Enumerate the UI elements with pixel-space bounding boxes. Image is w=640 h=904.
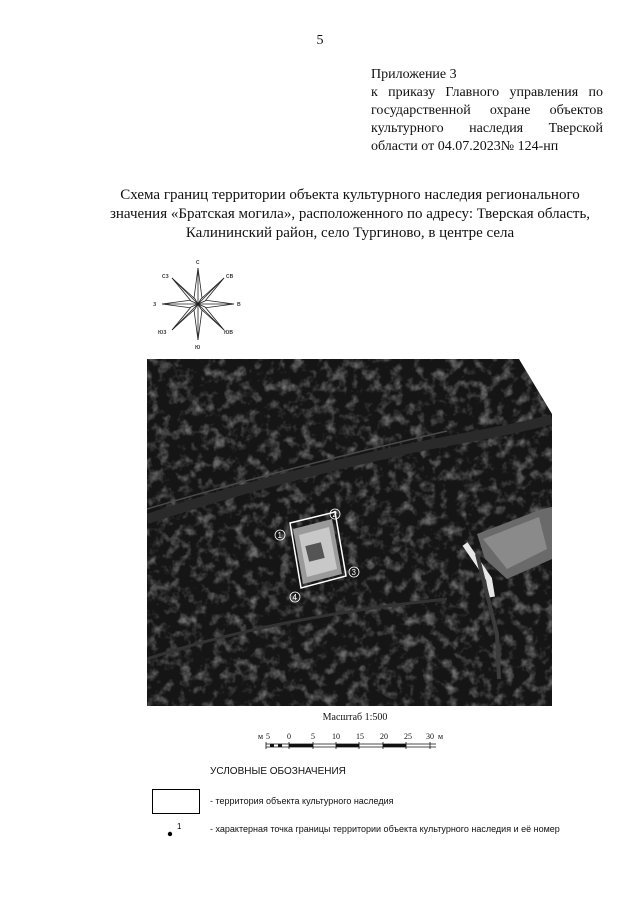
- satellite-map: [147, 359, 552, 706]
- scale-bar: [258, 730, 458, 752]
- title-line: значения «Братская могила», расположенного по адресу: Тверская область,: [109, 206, 591, 222]
- appendix-line: к приказу Главного управления по: [371, 85, 603, 100]
- scale-tick-label: 20: [380, 732, 388, 741]
- compass-label-s: ю: [195, 344, 201, 351]
- compass-label-se: юв: [224, 329, 233, 336]
- scale-unit-left: м: [258, 732, 264, 741]
- scale-title: Масштаб 1:500: [322, 712, 388, 723]
- legend-point-symbol: [166, 822, 186, 840]
- appendix-line: культурного наследия Тверской: [371, 121, 603, 136]
- scale-tick-label: 15: [356, 732, 364, 741]
- compass-label-e: в: [237, 301, 241, 308]
- scale-tick-label: 30: [426, 732, 434, 741]
- appendix-line: области от 04.07.2023№ 124-нп: [371, 139, 559, 154]
- title-line: Калининский район, село Тургиново, в центре села: [185, 225, 515, 241]
- legend-point-superscript: 1: [177, 822, 182, 831]
- legend-territory-label: - территория объекта культурного наследия: [210, 796, 394, 806]
- compass-label-n: с: [196, 259, 200, 266]
- map-point-label: 2: [332, 510, 337, 519]
- appendix-header: [371, 66, 603, 156]
- scale-tick-label: 10: [332, 732, 340, 741]
- scale-unit-right: м: [438, 732, 444, 741]
- scale-tick-label: 5: [266, 732, 270, 741]
- scale-tick-label: 25: [404, 732, 412, 741]
- map-point-label: 1: [277, 531, 282, 540]
- title-line: Схема границ территории объекта культурного наследия регионального: [120, 187, 580, 203]
- appendix-line: Приложение 3: [371, 67, 457, 82]
- page-number: 5: [316, 33, 324, 48]
- scale-tick-label: 5: [311, 732, 315, 741]
- compass-label-nw: сз: [162, 273, 169, 280]
- legend-territory-symbol: [152, 789, 200, 814]
- map-point-label: 4: [292, 593, 297, 602]
- map-point-label: 3: [351, 568, 356, 577]
- legend-title: УСЛОВНЫЕ ОБОЗНАЧЕНИЯ: [210, 766, 346, 777]
- compass-label-sw: юз: [158, 329, 167, 336]
- legend-point-label: - характерная точка границы территории объекта культурного наследия и её номер: [210, 824, 560, 834]
- appendix-line: государственной охране объектов: [371, 103, 603, 118]
- compass-label-ne: св: [226, 273, 234, 280]
- document-title: [60, 186, 640, 243]
- scale-tick-label: 0: [287, 732, 291, 741]
- compass-label-w: з: [153, 301, 157, 308]
- compass-rose-icon: [148, 256, 248, 352]
